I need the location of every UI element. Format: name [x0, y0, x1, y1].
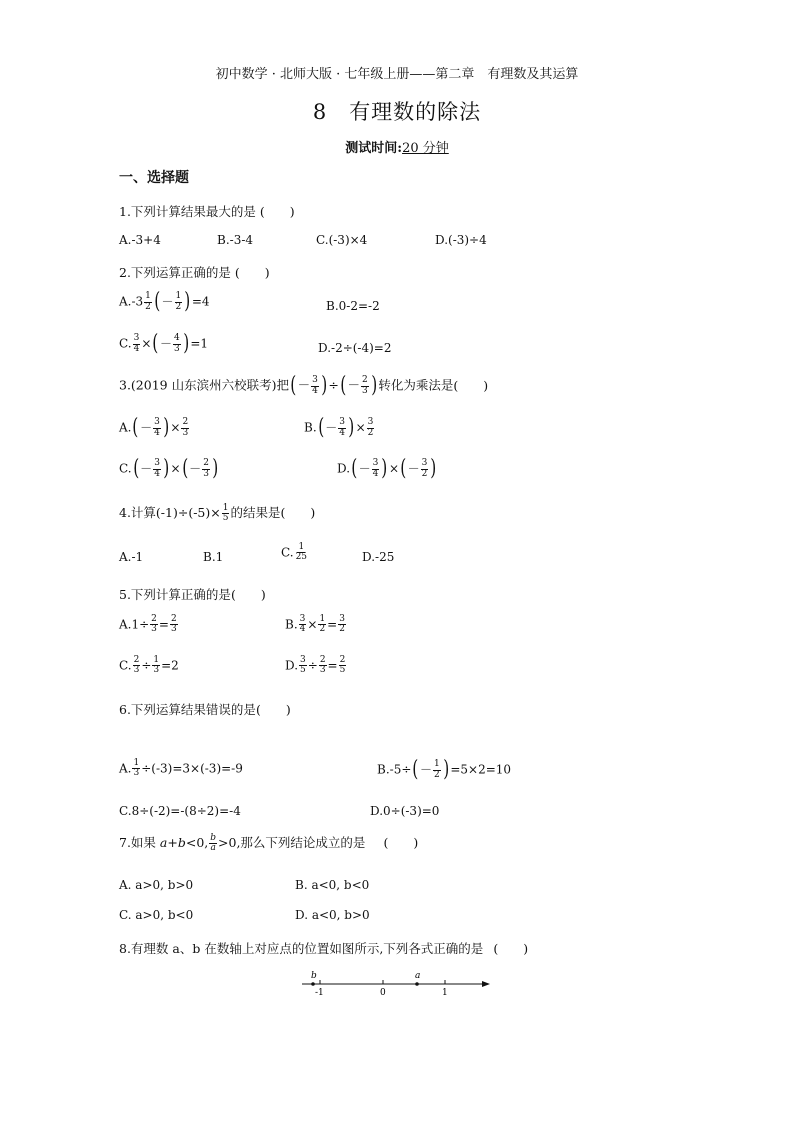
q1-option-d: D.(-3)÷4 — [435, 233, 487, 247]
answer-blank: ( ) — [453, 377, 489, 393]
point-b-label: b — [311, 971, 317, 981]
question-6-stem: 6.下列运算结果错误的是( ) — [119, 702, 291, 717]
q4-option-d: D.-25 — [362, 550, 395, 564]
fraction: $\frac{1}{2}$ — [145, 291, 151, 312]
number-line-figure — [296, 968, 496, 998]
q6-option-a: A. $\frac{1}{3}$ ÷(-3)=3×(-3)=-9 — [119, 758, 243, 779]
q3-option-a: A.(－ $\frac{3}{4}$ )× $\frac{2}{3}$ — [119, 415, 189, 440]
question-text: 1.下列计算结果最大的是 — [119, 204, 256, 219]
q3-option-b: B.(－ $\frac{3}{4}$ )× $\frac{3}{2}$ — [304, 415, 374, 440]
test-time-label: 测试时间: — [345, 141, 403, 156]
q4-option-a: A.-1 — [119, 550, 144, 564]
lesson-number: 8 — [312, 100, 328, 124]
question-8-stem: 8.有理数 a、b 在数轴上对应点的位置如图所示,下列各式正确的是 ( ) — [119, 941, 529, 956]
question-text: 2.下列运算正确的是 — [119, 265, 231, 280]
q4-option-b: B.1 — [203, 550, 224, 564]
fraction: $\frac{3}{4}$ — [133, 333, 140, 354]
question-1-stem — [119, 202, 294, 220]
fraction: $\frac{4}{3}$ — [173, 333, 180, 354]
section-title: 一、选择题 — [119, 170, 189, 186]
q5-option-d: D. $\frac{3}{5}$ ÷ $\frac{2}{3}$ = $\frac{2}{5}$ — [285, 655, 346, 676]
lesson-title-text: 有理数的除法 — [349, 100, 482, 124]
fraction: $\frac{1}{2}$ — [175, 291, 182, 312]
q7-option-c: C. a>0, b<0 — [119, 908, 194, 922]
running-header: 初中数学 · 北师大版 · 七年级上册——第二章 有理数及其运算 — [215, 67, 579, 82]
question-4-stem: 4.计算(-1)÷(-5)× $\frac{1}{5}$ 的结果是( ) — [119, 502, 316, 523]
q6-option-d: D.0÷(-3)=0 — [370, 804, 440, 818]
q6-option-b: B.-5÷(－ $\frac{1}{2}$ )=5×2=10 — [377, 757, 512, 782]
arrow-right-icon — [482, 981, 490, 987]
q2-option-d: D.-2÷(-4)=2 — [318, 341, 392, 355]
question-5-stem: 5.下列计算正确的是( ) — [119, 587, 266, 602]
answer-blank: ( ) — [255, 702, 291, 717]
q3-option-c: C.(－ $\frac{3}{4}$ )×(－ $\frac{2}{3}$ ) — [119, 456, 219, 481]
q3-option-d: D.(－ $\frac{3}{4}$ )×(－ $\frac{3}{2}$ ) — [337, 456, 437, 481]
q7-option-d: D. a<0, b>0 — [295, 908, 370, 922]
lesson-title — [0, 96, 794, 126]
answer-blank: ( ) — [259, 204, 295, 219]
point-a-label: a — [415, 971, 421, 981]
answer-blank: ( ) — [234, 265, 270, 280]
q6-option-c: C.8÷(-2)=-(8÷2)=-4 — [119, 804, 241, 818]
q4-option-c: C. $\frac{1}{25}$ — [281, 542, 308, 563]
question-2-stem — [119, 263, 269, 281]
q2-option-b: B.0-2=-2 — [326, 299, 380, 313]
q2-option-a: A.-3 $\frac{1}{2}$ (－ $\frac{1}{2}$ )=4 — [119, 289, 210, 314]
point-b — [311, 982, 315, 986]
answer-blank: ( ) — [383, 835, 419, 850]
question-3-stem: 3.(2019 山东滨州六校联考)把(－ $\frac{3}{4}$ )÷(－ $\frac{2}{3}$ )转化为乘法是( ) — [119, 373, 489, 398]
answer-blank: ( ) — [493, 941, 529, 956]
answer-blank: ( ) — [280, 505, 316, 520]
q5-option-a: A.1÷ $\frac{2}{3}$ = $\frac{2}{3}$ — [119, 614, 177, 635]
tick-label-1: 1 — [442, 988, 448, 998]
q7-option-a: A. a>0, b>0 — [119, 878, 194, 892]
q2-option-c: C. $\frac{3}{4}$ ×(－ $\frac{4}{3}$ )=1 — [119, 331, 209, 356]
test-time-value: 20 分钟 — [402, 141, 449, 156]
q7-option-b: B. a<0, b<0 — [295, 878, 370, 892]
question-7-stem: 7.如果 a+b<0, $\frac{b}{a}$ >0,那么下列结论成立的是 ( ) — [119, 832, 419, 853]
q1-option-a: A.-3+4 — [119, 233, 161, 247]
q1-option-b: B.-3-4 — [217, 233, 254, 247]
answer-blank: ( ) — [230, 587, 266, 602]
point-a — [415, 982, 419, 986]
q5-option-b: B. $\frac{3}{4}$ × $\frac{1}{2}$ = $\frac{3}{2}$ — [285, 614, 345, 635]
tick-label-0: 0 — [380, 988, 386, 998]
tick-label-minus-1: -1 — [315, 988, 324, 998]
test-time — [0, 137, 794, 156]
q5-option-c: C. $\frac{2}{3}$ ÷ $\frac{1}{3}$ =2 — [119, 655, 179, 676]
q1-option-c: C.(-3)×4 — [316, 233, 368, 247]
